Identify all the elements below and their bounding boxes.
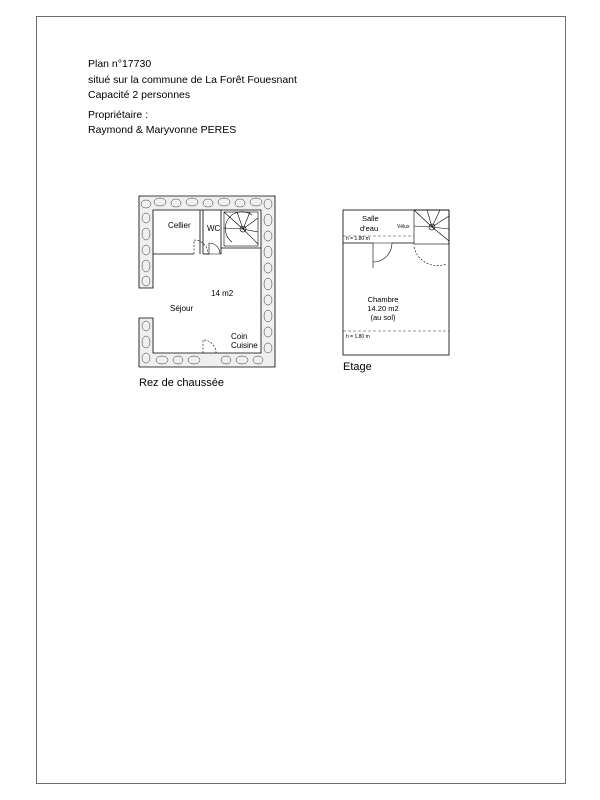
room-label-coin: Coin [231, 332, 248, 341]
wc-door [209, 243, 221, 254]
height-label-bottom: h = 1.80 m [346, 334, 370, 340]
room-label-cuisine: Cuisine [231, 341, 258, 350]
room-label-sejour: Séjour [170, 304, 194, 313]
plan-location: situé sur la commune de La Forêt Fouesnant [88, 73, 297, 86]
upper-floor-plan [343, 210, 449, 355]
upper-spiral-staircase [414, 210, 449, 266]
room-label-velux: Vélux [397, 224, 410, 230]
room-label-area-note: (au sol) [370, 313, 396, 322]
height-label-top: h = 1.80 m [346, 236, 370, 242]
upper-floor-caption: Etage [343, 361, 372, 373]
room-label-chambre-area: 14.20 m2 [367, 304, 399, 313]
ground-floor-plan [139, 196, 275, 367]
ground-floor-caption: Rez de chaussée [139, 377, 224, 389]
room-label-wc: WC [207, 224, 221, 233]
plan-capacity: Capacité 2 personnes [88, 89, 191, 101]
room-label-cellier: Cellier [168, 221, 191, 230]
room-label-deau: d'eau [360, 224, 379, 233]
stone-texture [141, 198, 272, 364]
spiral-staircase [224, 212, 258, 246]
room-label-salle: Salle [362, 214, 379, 223]
plan-number: Plan n°17730 [88, 58, 152, 70]
owner-label: Propriétaire : [88, 108, 149, 121]
room-label-area: 14 m2 [211, 289, 234, 298]
entrance-door [203, 340, 216, 353]
owner-name: Raymond & Maryvonne PERES [88, 124, 237, 136]
room-label-chambre: Chambre [367, 295, 399, 304]
cellier-door [194, 240, 208, 254]
